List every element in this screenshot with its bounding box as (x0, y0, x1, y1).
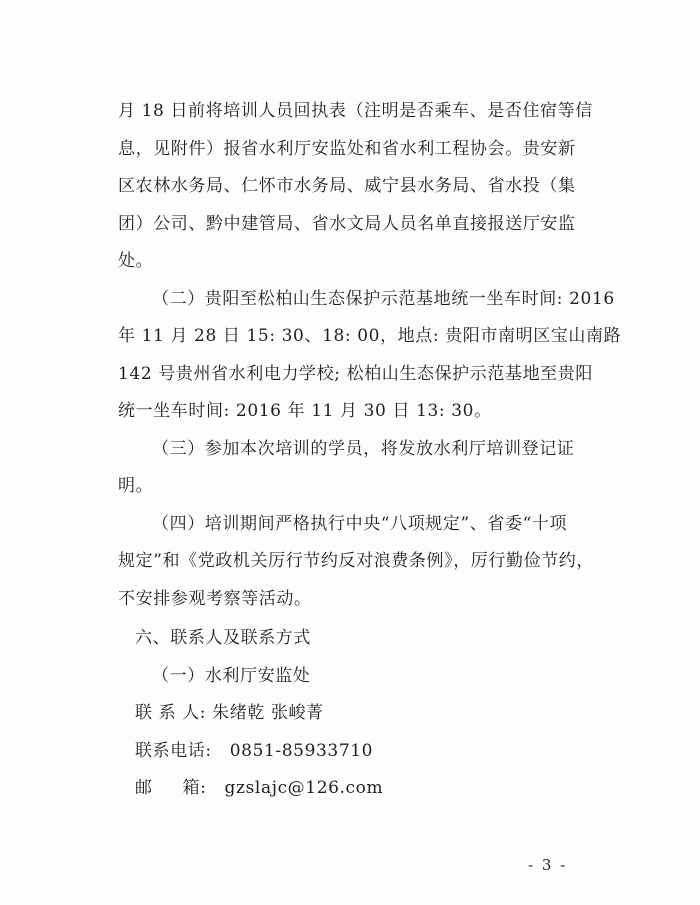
text-line: 团）公司、黔中建管局、省水文局人员名单直接报送厅安监 (118, 213, 576, 234)
page-number: - 3 - (528, 856, 568, 874)
paragraph-bus-schedule (118, 281, 622, 431)
text-line: 处。 (118, 251, 154, 271)
text-line: （二）贵阳至松柏山生态保护示范基地统一坐车时间: 2016 (152, 288, 615, 309)
paragraph-regulations (118, 506, 594, 619)
text-line: （四）培训期间严格执行中央“八项规定”、省委“十项 (152, 513, 568, 534)
paragraph-registration-deadline (118, 93, 593, 281)
section-heading-contacts: 六、联系人及联系方式 (135, 628, 311, 648)
contact-email: 邮 箱: gzslajc@126.com (135, 778, 384, 798)
text-line: 息，见附件）报省水利厅安监处和省水利工程协会。贵安新 (118, 138, 576, 159)
text-line: 不安排参观考察等活动。 (118, 588, 312, 609)
text-line: 统一坐车时间: 2016 年 11 月 30 日 13: 30。 (118, 401, 492, 421)
text-line: 区农林水务局、仁怀市水务局、威宁县水务局、省水投（集 (118, 176, 576, 196)
paragraph-certificate (118, 431, 588, 506)
text-line: 月 18 日前将培训人员回执表（注明是否乘车、是否住宿等信 (118, 101, 593, 121)
document-body (118, 93, 622, 808)
contact-person: 联 系 人: 朱绪乾 张峻菁 (135, 703, 324, 723)
text-line: 年 11 月 28 日 15: 30、18: 00，地点: 贵阳市南明区宝山南路 (118, 326, 622, 346)
text-line: 142 号贵州省水利电力学校; 松柏山生态保护示范基地至贵阳 (118, 363, 593, 384)
contact-phone: 联系电话: 0851-85933710 (135, 740, 374, 761)
text-line: （三）参加本次培训的学员，将发放水利厅培训登记证 (152, 438, 575, 459)
subsection-title: （一）水利厅安监处 (152, 665, 311, 686)
text-line: 明。 (118, 476, 154, 496)
text-line: 规定”和《党政机关厉行节约反对浪费条例》，厉行勤俭节约， (118, 551, 594, 571)
